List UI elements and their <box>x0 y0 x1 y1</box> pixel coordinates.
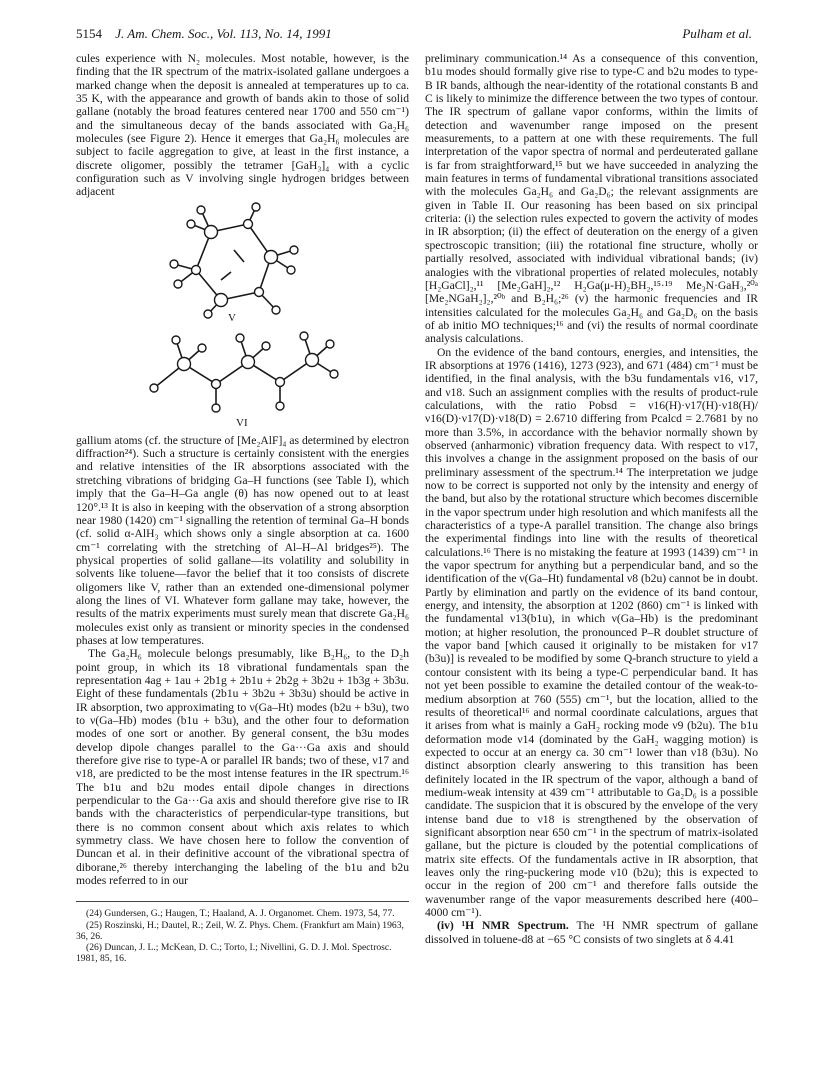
reference-24: (24) Gundersen, G.; Haugen, T.; Haaland, A. J. Organomet. Chem. 1973, 54, 77. <box>86 908 395 920</box>
left-column <box>76 52 409 964</box>
author-header: Pulham et al. <box>682 26 752 41</box>
left-paragraph-3: The Ga₂H₆ molecule belongs presumably, like B₂H₆, to the D₂h point group, in which its 18 vibrational fundamentals span the representation 4ag + 1au + 2b1g + 2b1u + 2b2g + 3b2u + 1b3g + 3b3u. Eight of these fundamentals (2b1u + 3b2u + 3b3u) should be active in IR absorption, two approximating to ν(Ga–Ht) modes (b2u + b3u), two to ν(Ga–Hb) modes (b1u + b3u), and the other four to deformation modes of one sort or another. By general consent, the b3u modes develop dipole changes parallel to the Ga···Ga axis and should therefore give rise to type-A or parallel IR bands; two of these, ν17 and ν18, are predicted to be the most intense features in the IR spectrum.¹⁶ The b1u and b2u modes entail dipole changes in directions perpendicular to the Ga···Ga axis and should therefore give rise to IR bands with the characteristics of perpendicular-type transitions, but there is no common consent about which axis relates to which symmetry class. We have chosen here to follow the convention of Duncan et al. in their definitive account of the vibrational spectra of diborane,²⁶ thereby interchanging the labeling of the b1u and b2u modes referred to in our <box>76 647 409 888</box>
structure-figures <box>76 202 409 432</box>
left-paragraph-2: gallium atoms (cf. the structure of [Me₂AlF]₄ as determined by electron diffraction²⁴). Such a structure is certainly consistent with the energies and relative intensities of the IR absorptions associated with the stretching vibrations of bridging Ga–H functions (see Table I), which imply that the Ga–H–Ga angle (θ) has now opened out to at least 120°.¹³ It is also in keeping with the observation of a strong absorption near 1980 (1420) cm⁻¹ signalling the retention of terminal Ga–H bonds (cf. solid α-AlH₃ which shows only a single absorption at ca. 1600 cm⁻¹ correlating with the stretching of Al–H–Al bridges²⁵). The physical properties of solid gallane—its volatility and solubility in solvents like toluene—favor the belief that it too consists of discrete oligomers like V, rather than an extended one-dimensional polymer along the lines of VI. Whatever form gallane may take, however, the results of the matrix experiments must surely mean that discrete Ga₂H₆ molecules exist only as transient or minority species in the condensed phases at low temperatures. <box>76 433 409 647</box>
left-paragraph-1: cules experience with N₂ molecules. Most notable, however, is the finding that the IR spectrum of the matrix-isolated gallane undergoes a marked change when the deposit is annealed at temperatures up to ca. 35 K, with the appearance and growth of bands akin to those of solid gallane (notably the broad features centered near 1700 and 550 cm⁻¹) and the simultaneous decay of the bands associated with Ga₂H₆ molecules (see Figure 2). Hence it emerges that Ga₂H₆ molecules are subject to facile aggregation to give, at least in the first instance, a discrete oligomer, possibly the tetramer [GaH₃]₄ with a cyclic configuration such as V involving single hydrogen bridges between adjacent <box>76 52 409 199</box>
footnote-references <box>76 901 409 964</box>
nmr-paragraph-text: The ¹H NMR spectrum of gallane dissolved in toluene-d8 at −65 °C consists of two singlets at δ 4.41 <box>425 919 758 946</box>
structure-drawings <box>76 202 409 432</box>
structure-v-label: V <box>228 311 236 324</box>
right-paragraph-1: preliminary communication.¹⁴ As a consequence of this convention, b1u modes should formally give rise to type-C and b2u modes to type-B IR bands, although the near-identity of the rotational constants B and C is likely to minimize the difference between the two types of contour. The IR spectrum of gallane vapor conforms, within the limits of detection and wavenumber range imposed on the present measurements, to a pattern at one with these requirements. The full interpretation of the vapor spectra of normal and perdeuterated gallane is far from straightforward,¹⁵ but we have succeeded in analyzing the main features in terms of fundamental vibrational transitions associated with the molecules Ga₂H₆ and Ga₂D₆; the relevant assignments are given in Table II. Our reasoning has been based on six principal criteria: (i) the selection rules expected to govern the activity of modes in IR absorption; (ii) the effect of deuteration on the energy of a given spectroscopic transition; (iii) the rotational fine structure, wholly or partially resolved, associated with individual vibrational bands; (iv) analogies with the vibrational properties of related molecules, notably [H₂GaCl]₂,¹¹ [Me₂GaH]₂,¹² H₂Ga(μ-H)₂BH₂,¹⁵·¹⁹ Me₃N·GaH₃,²⁰ᵃ [Me₂NGaH₂]₂,²⁰ᵇ and B₂H₆;²⁶ (v) the harmonic frequencies and IR intensities calculated for the molecules Ga₂H₆ and Ga₂D₆ on the basis of ab initio MO techniques;¹⁶ and (vi) the results of normal coordinate analysis calculations. <box>425 52 758 346</box>
header-left <box>76 26 332 42</box>
structure-vi-label: VI <box>236 416 248 429</box>
page-number: 5154 <box>76 26 102 41</box>
nmr-paragraph <box>425 919 758 946</box>
reference-26: (26) Duncan, J. L.; McKean, D. C.; Torto, I.; Nivellini, G. D. J. Mol. Spectrosc. 1981, 85, 16. <box>76 942 392 965</box>
running-header <box>76 26 752 44</box>
nmr-section-heading: (iv) ¹H NMR Spectrum. <box>437 919 569 933</box>
journal-citation: J. Am. Chem. Soc., Vol. 113, No. 14, 1991 <box>115 26 332 41</box>
right-column <box>425 52 758 946</box>
right-paragraph-2: On the evidence of the band contours, energies, and intensities, the IR absorptions at 1976 (1416), 1273 (923), and 671 (484) cm⁻¹ must be identified, in the final analysis, with the b3u fundamentals ν16, ν17, and ν18. Such an assignment complies with the results of product-rule calculations, with the ratio Pobsd = ν16(H)·ν17(H)·ν18(H)/ν16(D)·ν17(D)·ν18(D) = 2.6710 differing from Pcalcd = 2.7681 by no more than 3.5%, in accordance with the behavior normally shown by observed (anharmonic) vibration frequency data. With respect to ν17, this involves a change in the assignment proposed on the basis of our preliminary assessment of the spectrum.¹⁴ The interpretation we judge now to be correct is supported not only by the intensity and energy of the band, but also by the rotational structure which becomes discernible in the vapor spectrum under high resolution and which manifests all the characteristics of a type-A parallel transition. The change also brings the experimental findings into line with the results of theoretical calculations.¹⁶ There is no mistaking the feature at 1993 (1439) cm⁻¹ in the vapor spectrum for anything but a perpendicular band, and so the identification of the ν(Ga–Ht) fundamental ν8 (b2u) cannot be in doubt. Partly by elimination and partly on the evidence of its band contour, energy, and intensity, the absorption at 1202 (860) cm⁻¹ is linked with the fundamental ν13(b1u), in which ν(Ga–Hb) is the predominant motion; at higher resolution, the pronounced P–R doublet structure of the vapor band [which caused it originally to be mistaken for ν17 (b3u)] is revealed to be modified by some Q-branch structure to yield a contour consistent with its being a type-C perpendicular band. It has not yet been possible to examine the detailed contour of the weak-to-medium absorption at 760 (555) cm⁻¹, but the location, allied to the results of theoretical¹⁶ and normal coordinate calculations, argues that it arises from what is mainly a GaH₂ rocking mode ν9 (b2u). The b1u deformation mode ν14 (dominated by the GaH₂ wagging motion) is expected to occur at an energy ca. 30 cm⁻¹ lower than ν18 (b3u). No distinct absorption clearly answering to this transition has been definitely located in the IR spectrum of the vapor, although a band of medium-weak intensity at 439 cm⁻¹ attributable to Ga₂D₆ is a possible candidate. The suspicion that it is obscured by the envelope of the very intense band due to ν18 is strengthened by the observation of significant absorption near 650 cm⁻¹ in the spectrum of matrix-isolated gallane, but the picture is clouded by the potential complications of matrix site effects. Of the fundamentals active in IR absorption, that leaves only the ring-puckering mode ν10 (b2u); this is expected to occur in the region of 200 cm⁻¹ and therefore falls outside the wavenumber range of the vapor measurements described here (400–4000 cm⁻¹). <box>425 345 758 919</box>
reference-25: (25) Roszinski, H.; Dautel, R.; Zeil, W. Z. Phys. Chem. (Frankfurt am Main) 1963, 36, 26. <box>76 919 404 942</box>
